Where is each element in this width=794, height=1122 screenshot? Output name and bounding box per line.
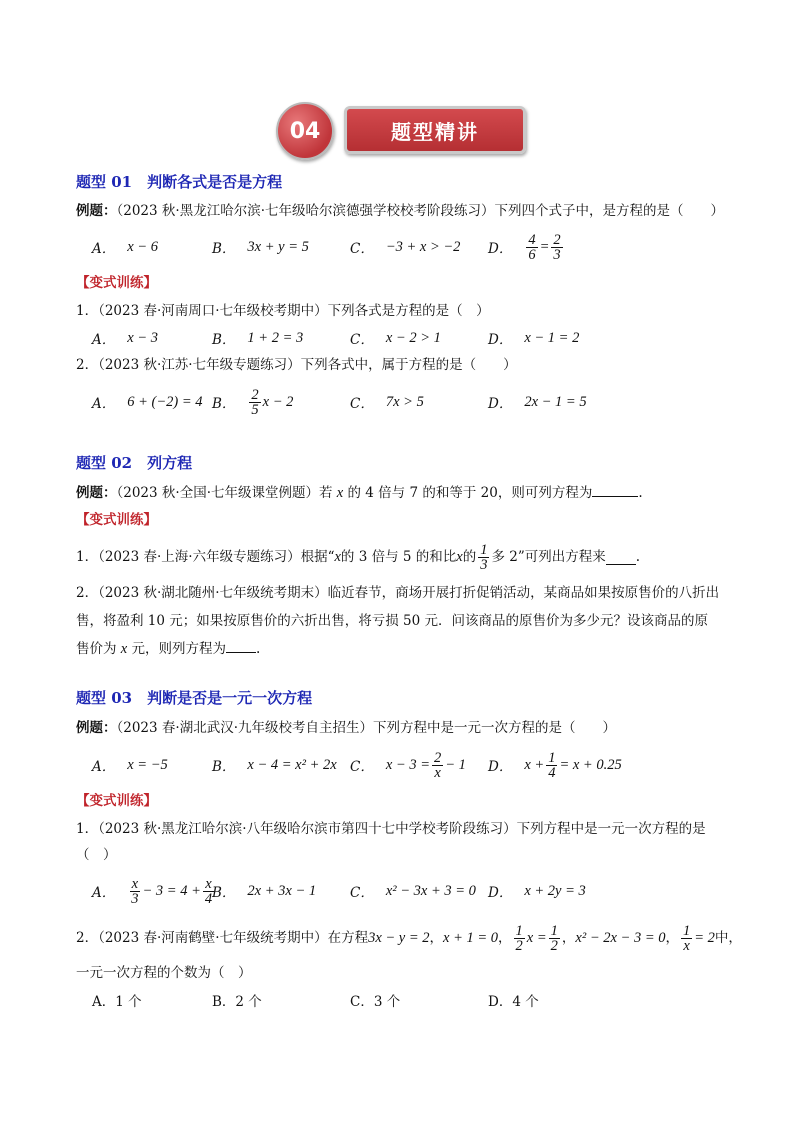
section-title-01: 题型 01 判断各式是否是方程 [76, 173, 283, 191]
section-title-03: 题型 03 判断是否是一元一次方程 [76, 689, 313, 707]
banner-title: 题型精讲 [344, 106, 526, 154]
question-3-2-line-2: 一元一次方程的个数为（ ） [76, 965, 252, 981]
answer-blank[interactable] [226, 638, 256, 653]
section-title-02: 题型 02 列方程 [76, 454, 193, 472]
option-a[interactable]: A．1 个 [92, 994, 142, 1010]
example-03: 例题：（2023 春·湖北武汉·九年级校考自主招生）下列方程中是一元一次方程的是（ ） [76, 720, 616, 736]
option-b[interactable]: B． 1 + 2 = 3 [212, 329, 304, 348]
answer-blank[interactable] [606, 550, 636, 565]
section-banner [276, 100, 522, 156]
question-2-1: 1．（2023 春·上海·六年级专题练习）根据“ x 的 3 倍与 5 的和比 x 的 $\frac{1}{3}$ 多 2”可列出方程来 . [76, 541, 641, 573]
option-a[interactable]: A． x − 6 [92, 238, 158, 257]
option-d[interactable]: D． $\frac{4}{6}$ = $\frac{2}{3}$ [488, 231, 561, 263]
banner-number-badge: 04 [276, 102, 334, 160]
option-b[interactable]: B． 3x + y = 5 [212, 238, 309, 257]
question-2-2-line-2: 售，将盈利 10 元；如果按原售价的六折出售，将亏损 50 元．问该商品的原售价为多少元？设该商品的原 [76, 613, 709, 629]
option-a[interactable]: A． 6 + (−2) = 4 [92, 393, 203, 412]
example-01: 例题：（2023 秋·黑龙江哈尔滨·七年级哈尔滨德强学校校考阶段练习）下列四个式子中，是方程的是（ ） [76, 203, 724, 219]
option-d[interactable]: D． 2x − 1 = 5 [488, 393, 587, 412]
option-b[interactable]: B． 2x + 3x − 1 [212, 882, 317, 901]
variant-training-label: 【变式训练】 [76, 275, 157, 291]
question-3-1-line-2: （ ） [76, 847, 117, 863]
option-a[interactable]: A． $\frac{x}{3}$ − 3 = 4 + $\frac{x}{4}$ [92, 875, 213, 907]
question-2-2-line-3: 售价为 x 元，则列方程为 . [76, 638, 260, 659]
option-c[interactable]: C．3 个 [350, 994, 401, 1010]
variant-training-label: 【变式训练】 [76, 793, 157, 809]
option-d[interactable]: D．4 个 [488, 994, 539, 1010]
question-1-1: 1．（2023 春·河南周口·七年级校考期中）下列各式是方程的是（ ） [76, 303, 490, 319]
question-3-2: 2．（2023 春·河南鹤壁·七年级统考期中）在方程 3x − y = 2 ， x + 1 = 0 ， $\frac{1}{2}$ x = $\frac{1}{2}$ ， x² − 2x − 3 = 0 ， $\frac{1}{x}$ = 2 中， [76, 922, 742, 954]
option-c[interactable]: C． 7x > 5 [350, 393, 424, 412]
example-02: 例题：（2023 秋·全国·七年级课堂例题）若 x 的 4 倍与 7 的和等于 20，则可列方程为 . [76, 482, 643, 503]
variant-training-label: 【变式训练】 [76, 512, 157, 528]
option-c[interactable]: C． −3 + x > −2 [350, 238, 461, 257]
question-2-2-line-1: 2．（2023 秋·湖北随州·七年级统考期末）临近春节，商场开展打折促销活动，某商品如果按原售价的八折出 [76, 585, 720, 601]
option-b[interactable]: B．2 个 [212, 994, 262, 1010]
option-c[interactable]: C． x − 2 > 1 [350, 329, 441, 348]
question-3-1-line-1: 1．（2023 秋·黑龙江哈尔滨·八年级哈尔滨市第四十七中学校考阶段练习）下列方程中是一元一次方程的是 [76, 821, 706, 837]
option-c[interactable]: C． x² − 3x + 3 = 0 [350, 882, 476, 901]
option-b[interactable]: B． x − 4 = x² + 2x [212, 756, 337, 775]
option-b[interactable]: B． $\frac{2}{5}$ x − 2 [212, 386, 294, 418]
answer-blank[interactable] [592, 482, 638, 497]
option-d[interactable]: D． x + 2y = 3 [488, 882, 586, 901]
option-a[interactable]: A． x − 3 [92, 329, 158, 348]
option-d[interactable]: D． x − 1 = 2 [488, 329, 580, 348]
question-1-2: 2．（2023 秋·江苏·七年级专题练习）下列各式中，属于方程的是（ ） [76, 357, 517, 373]
option-c[interactable]: C． x − 3 = $\frac{2}{x}$ − 1 [350, 749, 466, 781]
option-a[interactable]: A． x = −5 [92, 756, 168, 775]
option-d[interactable]: D． x + $\frac{1}{4}$ = x + 0.25 [488, 749, 622, 781]
